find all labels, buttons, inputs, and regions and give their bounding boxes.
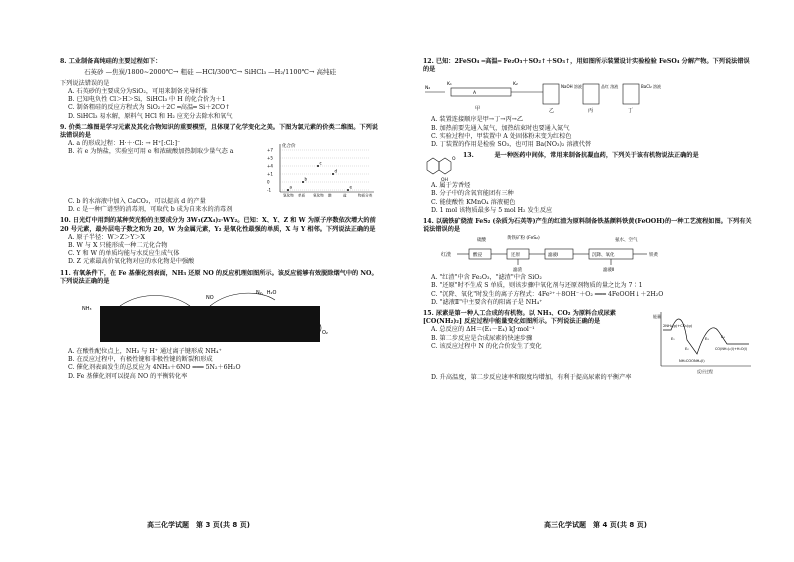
grid-group: [280, 150, 370, 190]
option-b: B. 若 e 为钠盐，实验室可用 e 和浓硫酸加热制取少量气态 a: [68, 148, 234, 156]
valence-class-chart: [266, 140, 378, 198]
point-label: d: [334, 168, 338, 174]
option-b: B. 已知电负性 Cl＞H＞Si，SiHCl₃ 中 H 的化合价为＋1: [68, 96, 226, 104]
question-9: [60, 124, 378, 215]
option-b: B. 分子中的含氧官能团有三种: [431, 190, 514, 198]
option-d: D. Fe 基催化剂可以提高 NO 的平衡转化率: [68, 372, 188, 380]
option-b: B. "还原"时不生成 S 单质，则该步骤中氧化剂与还原剂物质的量之比为 7∶1: [431, 282, 643, 290]
intermediate-label: NH₂COONH₄(l): [679, 359, 705, 363]
flow-label-sulfuric: 硫酸: [477, 238, 486, 244]
naoh-label: NaOH 溶液: [561, 84, 582, 90]
page-footer: 高三化学试题 第 3 页(共 8 页): [147, 521, 250, 529]
page-3-column: [60, 58, 378, 384]
nh3-label: NH₃: [82, 305, 92, 312]
hydroxyl-label: OH: [441, 178, 448, 183]
question-lead: 下列说法错误的是: [60, 79, 110, 87]
option-a: A. 在酸性配位点上，NH₃ 与 H⁺ 通过离子键形成 NH₄⁺: [68, 347, 222, 355]
option-d: D. "滤液Ⅱ"中主要含有的阳离子是 NH₄⁺: [431, 298, 543, 306]
option-d: D. Z 元素最高价氧化物对应的水化物是中强酸: [68, 258, 195, 266]
option-d: D. SiHCl₃ 易水解，原料气 HCl 和 H₂ 应充分去除水和氧气: [68, 112, 233, 120]
e4-label: E₄: [721, 335, 725, 339]
point-label: c: [319, 160, 322, 166]
energy-axis-label: 能量: [653, 314, 661, 319]
bacl2-label: BaCl₂ 溶液: [641, 84, 661, 90]
option-b: B. 在反应过程中，有极性键和非极性键的断裂和形成: [68, 356, 213, 364]
e3-label: E₃: [705, 337, 709, 341]
option-c: C. 催化剂表面发生的总反应为 4NH₃＋6NO ═══ 5N₂＋6H₂O: [68, 364, 241, 372]
y-tick-label: -1: [267, 187, 271, 193]
question-14: [423, 218, 753, 307]
question-12: [423, 58, 753, 149]
option-b: B. 第二步反应是合成尿素的快速步骤: [431, 334, 533, 342]
question-stem: 9. 价类二维图是学习元素及其化合物知识的重要模型，且体现了化学变化之美。下图为氯元素的价类二维图。下列说法错误的是: [60, 123, 378, 139]
page-4-column: [423, 58, 753, 385]
flow-label-leach: 酸浸: [473, 253, 482, 259]
lactone-ring: [439, 158, 451, 174]
option-d: D. c 是一种广谱型的消毒剂，可取代 b 成为自来水的消毒剂: [68, 206, 233, 214]
point-label: e: [349, 184, 352, 190]
option-a: A. 石英砂的主要成分为SiO₂，可用来制备光导纤维: [68, 87, 208, 95]
k1-label: K₁: [447, 82, 452, 88]
apparatus-ding-label: 丁: [628, 108, 634, 115]
process-equation: 石英砂 —焦炭/1800~2000℃→ 粗硅 —HCl/300℃→ SiHCl₃ —H₂/1100℃→ 高纯硅: [84, 68, 336, 77]
apparatus-yi-label: 乙: [549, 108, 555, 115]
e2-label: E₂: [685, 347, 689, 351]
n2-label: N₂: [425, 86, 431, 92]
reaction-tube: [451, 88, 511, 96]
category-label: 单质: [298, 193, 306, 198]
flow-label-residue: 滤渣: [513, 268, 522, 274]
category-label: 氢化物: [283, 193, 294, 198]
category-label: 盐: [343, 193, 347, 198]
reaction-arc: [120, 295, 190, 306]
question-stem: 15. 尿素是第一种人工合成的有机物。以 NH₃、CO₂ 为原料合成尿素 [CO(NH₂)₂] 反应过程中能量变化如图所示。下列说法正确的是: [423, 310, 616, 326]
option-a: A. a 的形成过程：H·＋·Cl: → H⁺[:Cl:]⁻: [68, 140, 181, 148]
category-label: 酸: [328, 193, 332, 198]
question-15-text: [423, 310, 647, 351]
carbonyl-o-label: O: [452, 157, 456, 163]
page-footer: 高三化学试题 第 4 页(共 8 页): [544, 521, 647, 529]
y-tick-group: [267, 148, 273, 193]
k2-label: K₂: [513, 82, 518, 88]
option-c: C. 实验过程中，甲装置中 A 处固体粉末变为红棕色: [431, 132, 572, 140]
energy-profile-figure: [653, 310, 753, 374]
benzene-ring: [427, 158, 439, 174]
option-d: D. 升高温度，第二步反应速率和限度均增加，有利于提高尿素的平衡产率: [431, 374, 632, 381]
question-stem: 13. 是一种医药中间体，常用来制备抗凝血药，下列关于该有机物说法正确的是: [463, 152, 699, 160]
option-a: A. "红渣"中含 Fe₂O₃，"滤渣"中含 SiO₂: [431, 274, 542, 282]
option-a: A. 装置连接顺序是甲→丁→丙→乙: [431, 116, 524, 124]
category-label-group: [283, 193, 373, 198]
question-13-stem-row: [423, 152, 753, 182]
option-d: D. 丁装置的作用是检验 SO₃，也可用 Ba(NO₃)₂ 溶液代替: [431, 140, 592, 148]
y-axis-label: 化合价: [282, 144, 296, 150]
y-tick-label: 0: [267, 179, 270, 185]
option-a: A. 原子半径：W＞Z＞Y＞X: [68, 233, 146, 241]
apparatus-bing-label: 丙: [588, 108, 594, 115]
option-a: A. 总反应的 ΔH＝(E₁－E₄) kJ·mol⁻¹: [431, 326, 535, 334]
question-9-body: [60, 140, 378, 198]
bottle-yi: [543, 84, 559, 104]
question-stem: 12. 已知：2FeSO₄ ═高温═ Fe₂O₃＋SO₂↑＋SO₃↑，用如图所示装置设计实验检验 FeSO₄ 分解产物。下列说法错误的是: [423, 58, 750, 74]
no-label: NO: [206, 294, 214, 301]
y-tick-label: +1: [267, 171, 273, 177]
question-stem: 14. 以硫铁矿烧渣 FeS₂ (杂质为石英等)产生的红渣为原料制备铁基颜料铁黄(FeOOH)的一种工艺流程如图。下列有关说法错误的是: [423, 217, 752, 234]
flow-label-filtrate-2: 滤液Ⅱ: [603, 268, 615, 274]
question-15-body: [423, 310, 753, 374]
page-4: [397, 0, 794, 562]
flow-label-settle-oxidize: 沉降、氧化: [592, 253, 615, 259]
flow-label-iron-yellow: 铁黄: [649, 253, 658, 259]
catalyst-surface: [100, 306, 320, 342]
flow-label-ammonia: 氨水、空气: [615, 238, 638, 244]
option-a: A. 属于芳香烃: [431, 182, 471, 190]
option-b: B. 加热前要先通入氮气，加热结束时也要通入氮气: [431, 124, 570, 132]
o2-label: O₂: [322, 329, 328, 336]
y-tick-label: +4: [267, 163, 273, 169]
option-c: C. 能使酸性 KMnO₄ 溶液褪色: [431, 198, 516, 206]
option-c: C. Y 和 W 的单质均能与水反应生成气体: [68, 250, 180, 258]
question-stem: 10. 日光灯中用到的某种荧光粉的主要成分为 3W₃(ZX₄)₂·WY₂。已知：X、Y、Z 和 W 为原子序数依次增大的前 20 号元素，最外层电子数之和为 20，W 为金属元素，Y₂ 是氧化性最强的单质，X 与 Y 相邻。下列说法正确的是: [60, 217, 376, 233]
question-8: [60, 58, 378, 121]
coumarin-structure: [423, 152, 457, 182]
y-tick-label: +5: [267, 155, 273, 161]
apparatus-figure: [423, 74, 673, 116]
category-label: 物质分类: [358, 193, 373, 198]
a-label: A: [473, 91, 477, 97]
option-c: C. "沉降、氧化"时发生的离子方程式：4Fe²⁺＋8OH⁻＋O₂ ═══ 4FeOOH↓＋2H₂O: [431, 290, 664, 298]
apparatus-jia-label: 甲: [475, 106, 481, 113]
flow-label-pyrite: 黄铁矿粉 (FeS₂): [507, 236, 540, 242]
option-c: C. b 的水溶液中加入 CaCO₃，可以提高 d 的产量: [68, 198, 206, 206]
question-15: [423, 310, 753, 382]
flow-label-filtrate-1: 滤液Ⅰ: [548, 253, 559, 259]
option-c: C. 制备粗硅的反应方程式为 SiO₂＋2C ═高温═ Si＋2CO↑: [68, 104, 231, 112]
question-9-options: [60, 140, 260, 156]
product-label: N₂，H₂O: [256, 289, 277, 296]
question-13: [423, 152, 753, 215]
flow-label-reduce: 还原: [511, 253, 520, 259]
bottle-ding: [623, 84, 639, 104]
point-group: [287, 161, 353, 192]
option-c: C. 该反应过程中 N 的化合价发生了变化: [431, 342, 542, 350]
bottle-bing: [583, 84, 599, 104]
option-b: B. W 与 X 只能形成一种二元化合物: [68, 242, 168, 250]
point-label: b: [304, 176, 308, 182]
flow-label-red-slag: 红渣: [441, 252, 452, 259]
question-10: [60, 217, 378, 266]
process-flow-figure: [423, 234, 753, 274]
catalyst-mechanism-figure: [60, 286, 360, 348]
y-tick-label: +7: [267, 147, 273, 153]
point-label: a: [289, 184, 292, 190]
question-stem: 8. 工业制备高纯硅的主要过程如下：: [60, 58, 162, 65]
e1-label: E₁: [671, 337, 675, 341]
question-stem: 11. 有氧条件下，在 Fe 基催化剂表面，NH₃ 还原 NO 的反应机理如图所示。该反应能够有效脱除烟气中的 NO。下列说法正确的是: [60, 269, 378, 285]
reactant-label: 2NH₃(g)+CO₂(g): [663, 324, 693, 328]
category-label: 氧化物: [313, 193, 324, 198]
option-d: D. 1 mol 该物质最多与 5 mol H₂ 发生反应: [431, 206, 553, 214]
progress-axis-label: 反应过程: [697, 369, 713, 374]
product-label: CO(NH₂)₂(l)+H₂O(l): [715, 347, 748, 351]
question-11: [60, 270, 378, 381]
pinhong-label: 品红 溶液: [601, 84, 619, 90]
